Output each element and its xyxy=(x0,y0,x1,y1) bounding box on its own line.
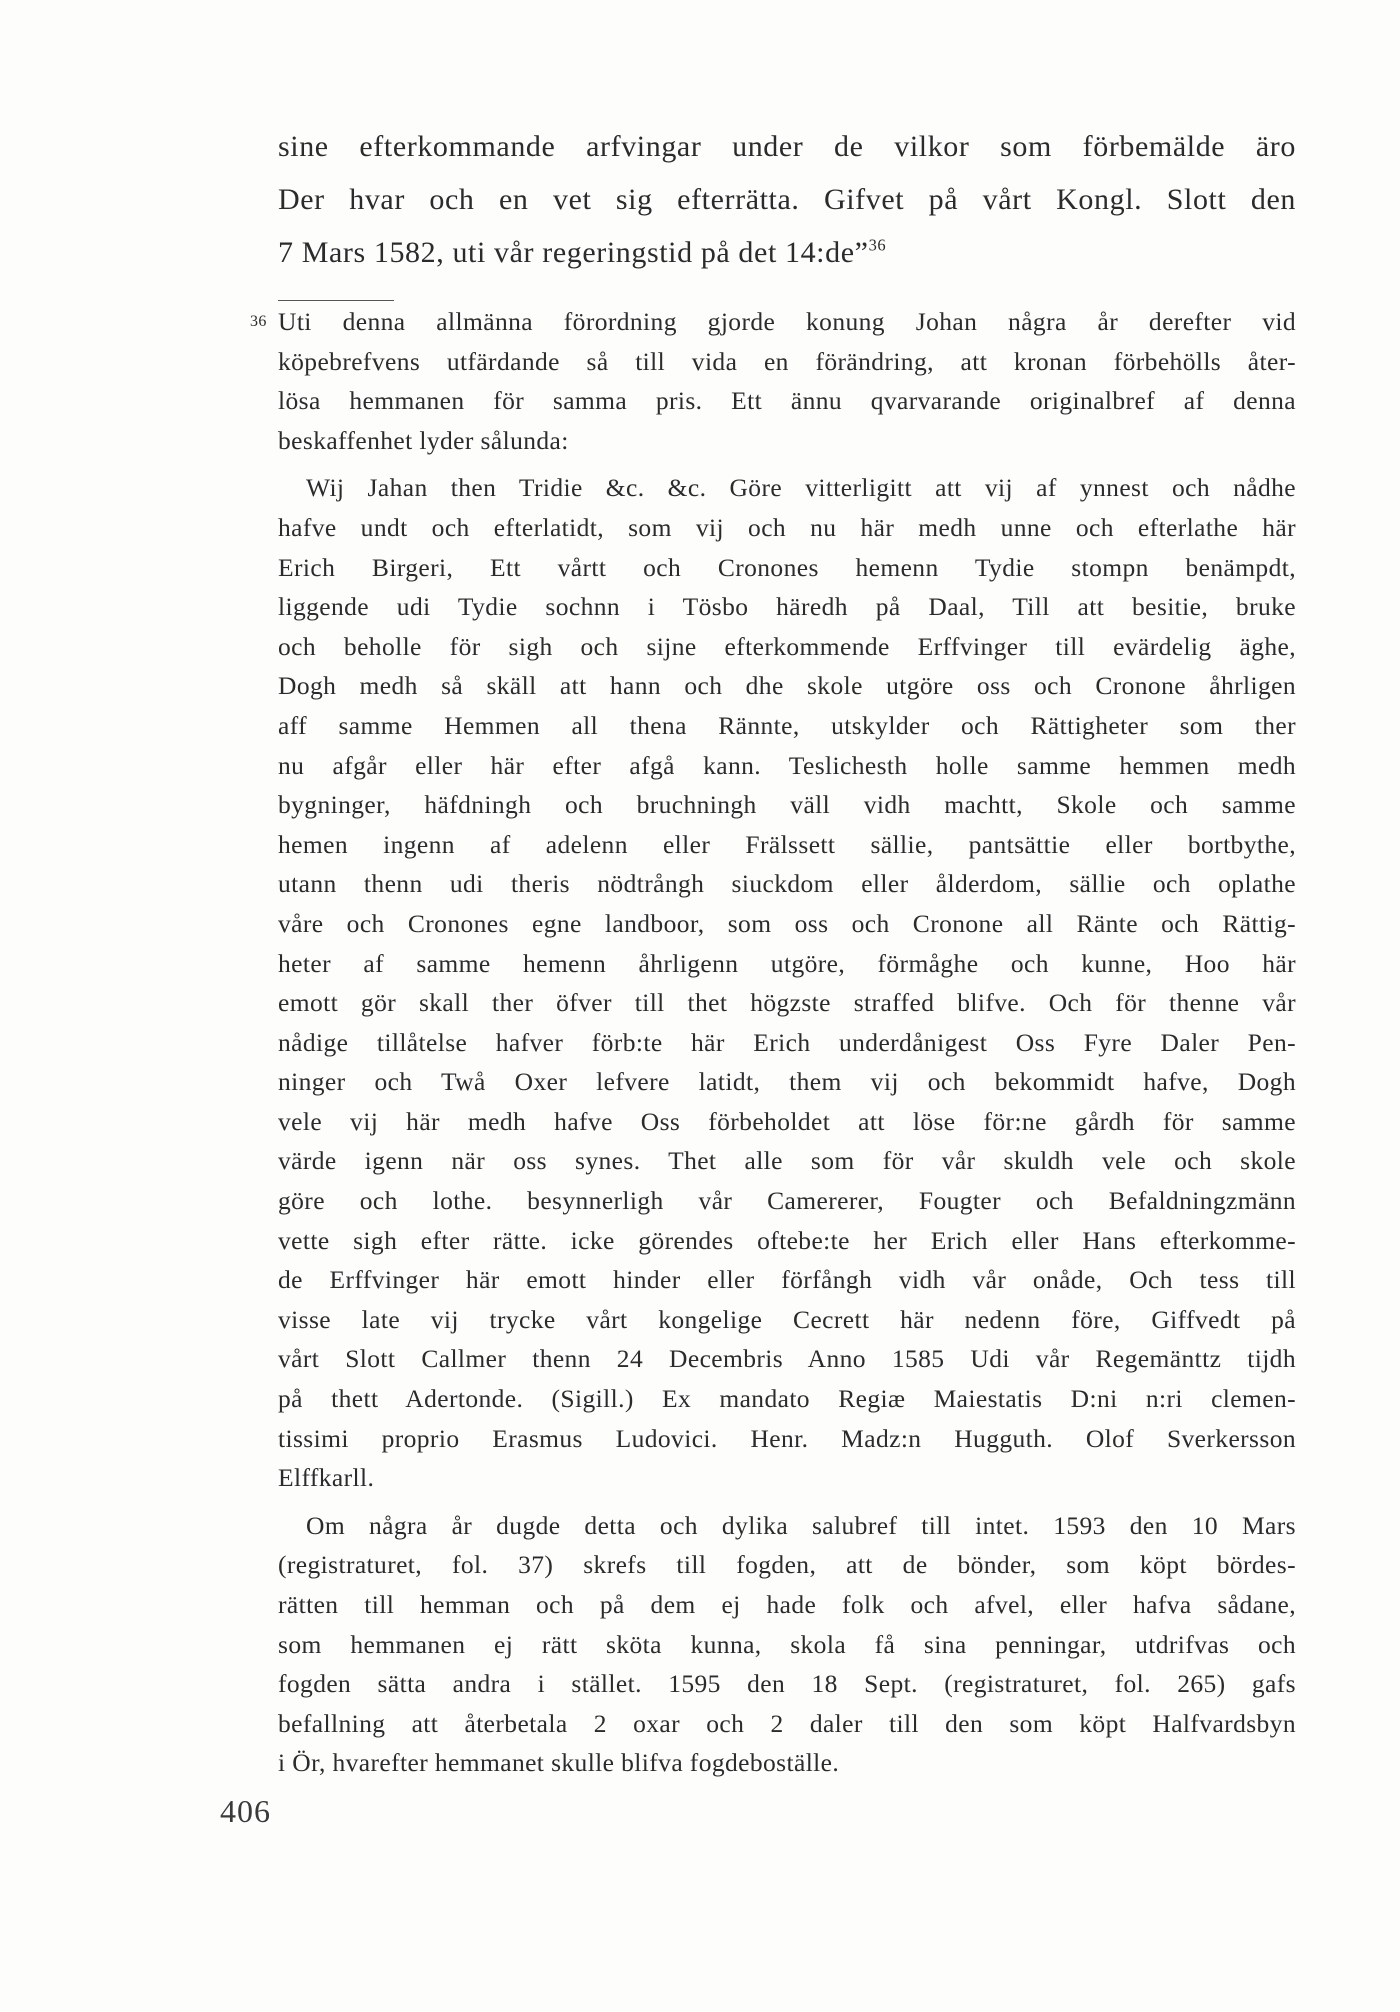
footnote-divider xyxy=(278,300,394,301)
quote-line: och beholle för sigh och sijne efterkommende Erffvinger till evärdelig äghe, xyxy=(278,631,1296,661)
text-line-content: 7 Mars 1582, uti vår regeringstid på det 14:de” xyxy=(278,236,869,269)
quote-line: vele vij här medh hafve Oss förbeholdet att löse för:ne gårdh för samme xyxy=(278,1106,1296,1136)
quote-line: Dogh medh så skäll att hann och dhe skole utgöre oss och Cronone åhrligen xyxy=(278,671,1296,701)
footnote-line: lösa hemmanen för samma pris. Ett ännu qvarvarande originalbref af denna xyxy=(278,386,1296,416)
footnote-line: köpebrefvens utfärdande så till vida en förändring, att kronan förbehölls åter- xyxy=(278,346,1296,376)
quote-line: tissimi proprio Erasmus Ludovici. Henr. Madz:n Hugguth. Olof Sverkersson xyxy=(278,1423,1296,1453)
quote-line: nu afgår eller här efter afgå kann. Teslichesth holle samme hemmen medh xyxy=(278,750,1296,780)
quote-line: hafve undt och efterlatidt, som vij och nu här medh unne och efterlathe här xyxy=(278,512,1296,542)
closing-paragraph xyxy=(278,1506,1296,1783)
quote-line: vårt Slott Callmer thenn 24 Decembris Anno 1585 Udi vår Regemänttz tijdh xyxy=(278,1344,1296,1374)
quote-line: heter af samme hemenn åhrligenn utgöre, förmåghe och kunne, Hoo här xyxy=(278,948,1296,978)
quote-line: värde igenn när oss synes. Thet alle som för vår skuldh vele och skole xyxy=(278,1146,1296,1176)
text-line xyxy=(278,226,1296,279)
quote-line: utann thenn udi theris nödtrångh siuckdom eller ålderdom, sällie och oplathe xyxy=(278,869,1296,899)
closing-line: i Ör, hvarefter hemmanet skulle blifva fogdeboställe. xyxy=(278,1748,840,1778)
footnote-line: Uti denna allmänna förordning gjorde konung Johan några år derefter vid xyxy=(278,307,1296,336)
quote-line: aff samme Hemmen all thena Rännte, utskylder och Rättigheter som ther xyxy=(278,710,1296,740)
page-number: 406 xyxy=(220,1793,271,1829)
quote-line: bygninger, häfdningh och bruchningh väll vidh machtt, Skole och samme xyxy=(278,790,1296,820)
quote-line: vette sigh efter rätte. icke görendes oftebe:te her Erich eller Hans efterkomme- xyxy=(278,1225,1296,1255)
closing-line: som hemmanen ej rätt sköta kunna, skola få sina penningar, utdrifvas och xyxy=(278,1629,1296,1659)
quote-line: nådige tillåtelse hafver förb:te här Erich underdånigest Oss Fyre Daler Pen- xyxy=(278,1027,1296,1057)
quote-line: på thett Adertonde. (Sigill.) Ex mandato Regiæ Maiestatis D:ni n:ri clemen- xyxy=(278,1384,1296,1414)
quote-line: våre och Cronones egne landboor, som oss och Cronone all Ränte och Rättig- xyxy=(278,908,1296,938)
footnote xyxy=(250,302,1296,1783)
quote-line: de Erffvinger här emott hinder eller förfångh vidh vår onåde, Och tess till xyxy=(278,1265,1296,1295)
text-line: sine efterkommande arfvingar under de vilkor som förbemälde äro xyxy=(278,130,1296,163)
closing-line: rätten till hemman och på dem ej hade folk och afvel, eller hafva sådane, xyxy=(278,1590,1296,1619)
footnote-line: beskaffenhet lyder sålunda: xyxy=(278,425,569,455)
quote-line: emott gör skall ther öfver till thet högzste straffed blifve. Och för thenne vår xyxy=(278,988,1296,1018)
footnote-reference: 36 xyxy=(868,235,887,255)
quote-line: visse late vij trycke vårt kongelige Cecrett här nedenn före, Giffvedt på xyxy=(278,1304,1296,1334)
footnote-number: 36 xyxy=(250,313,267,330)
quote-line: Elffkarll. xyxy=(278,1463,375,1493)
quote-line: hemen ingenn af adelenn eller Frälssett sällie, pantsättie eller bortbythe, xyxy=(278,829,1296,859)
closing-line: fogden sätta andra i stället. 1595 den 18 Sept. (registraturet, fol. 265) gafs xyxy=(278,1669,1296,1699)
quote-line: liggende udi Tydie sochnn i Tösbo häredh på Daal, Till att besitie, bruke xyxy=(278,592,1296,622)
closing-line: befallning att återbetala 2 oxar och 2 daler till den som köpt Halfvardsbyn xyxy=(278,1708,1296,1738)
intro-paragraph xyxy=(278,120,1296,279)
quote-line: göre och lothe. besynnerligh vår Camererer, Fougter och Befaldningzmänn xyxy=(278,1186,1296,1216)
quoted-charter xyxy=(278,468,1296,1497)
closing-line: (registraturet, fol. 37) skrefs till fogden, att de bönder, som köpt bördes- xyxy=(278,1550,1296,1580)
quote-line: ninger och Twå Oxer lefvere latidt, them vij och bekommidt hafve, Dogh xyxy=(278,1067,1296,1097)
text-line: Der hvar och en vet sig efterrätta. Gifvet på vårt Kongl. Slott den xyxy=(278,183,1296,216)
closing-line: Om några år dugde detta och dylika salubref till intet. 1593 den 10 Mars xyxy=(306,1510,1296,1540)
quote-line: Erich Birgeri, Ett vårtt och Cronones hemenn Tydie stompn benämpdt, xyxy=(278,552,1296,582)
quote-line: Wij Jahan then Tridie &c. &c. Göre vitterligitt att vij af ynnest och nådhe xyxy=(306,473,1296,503)
